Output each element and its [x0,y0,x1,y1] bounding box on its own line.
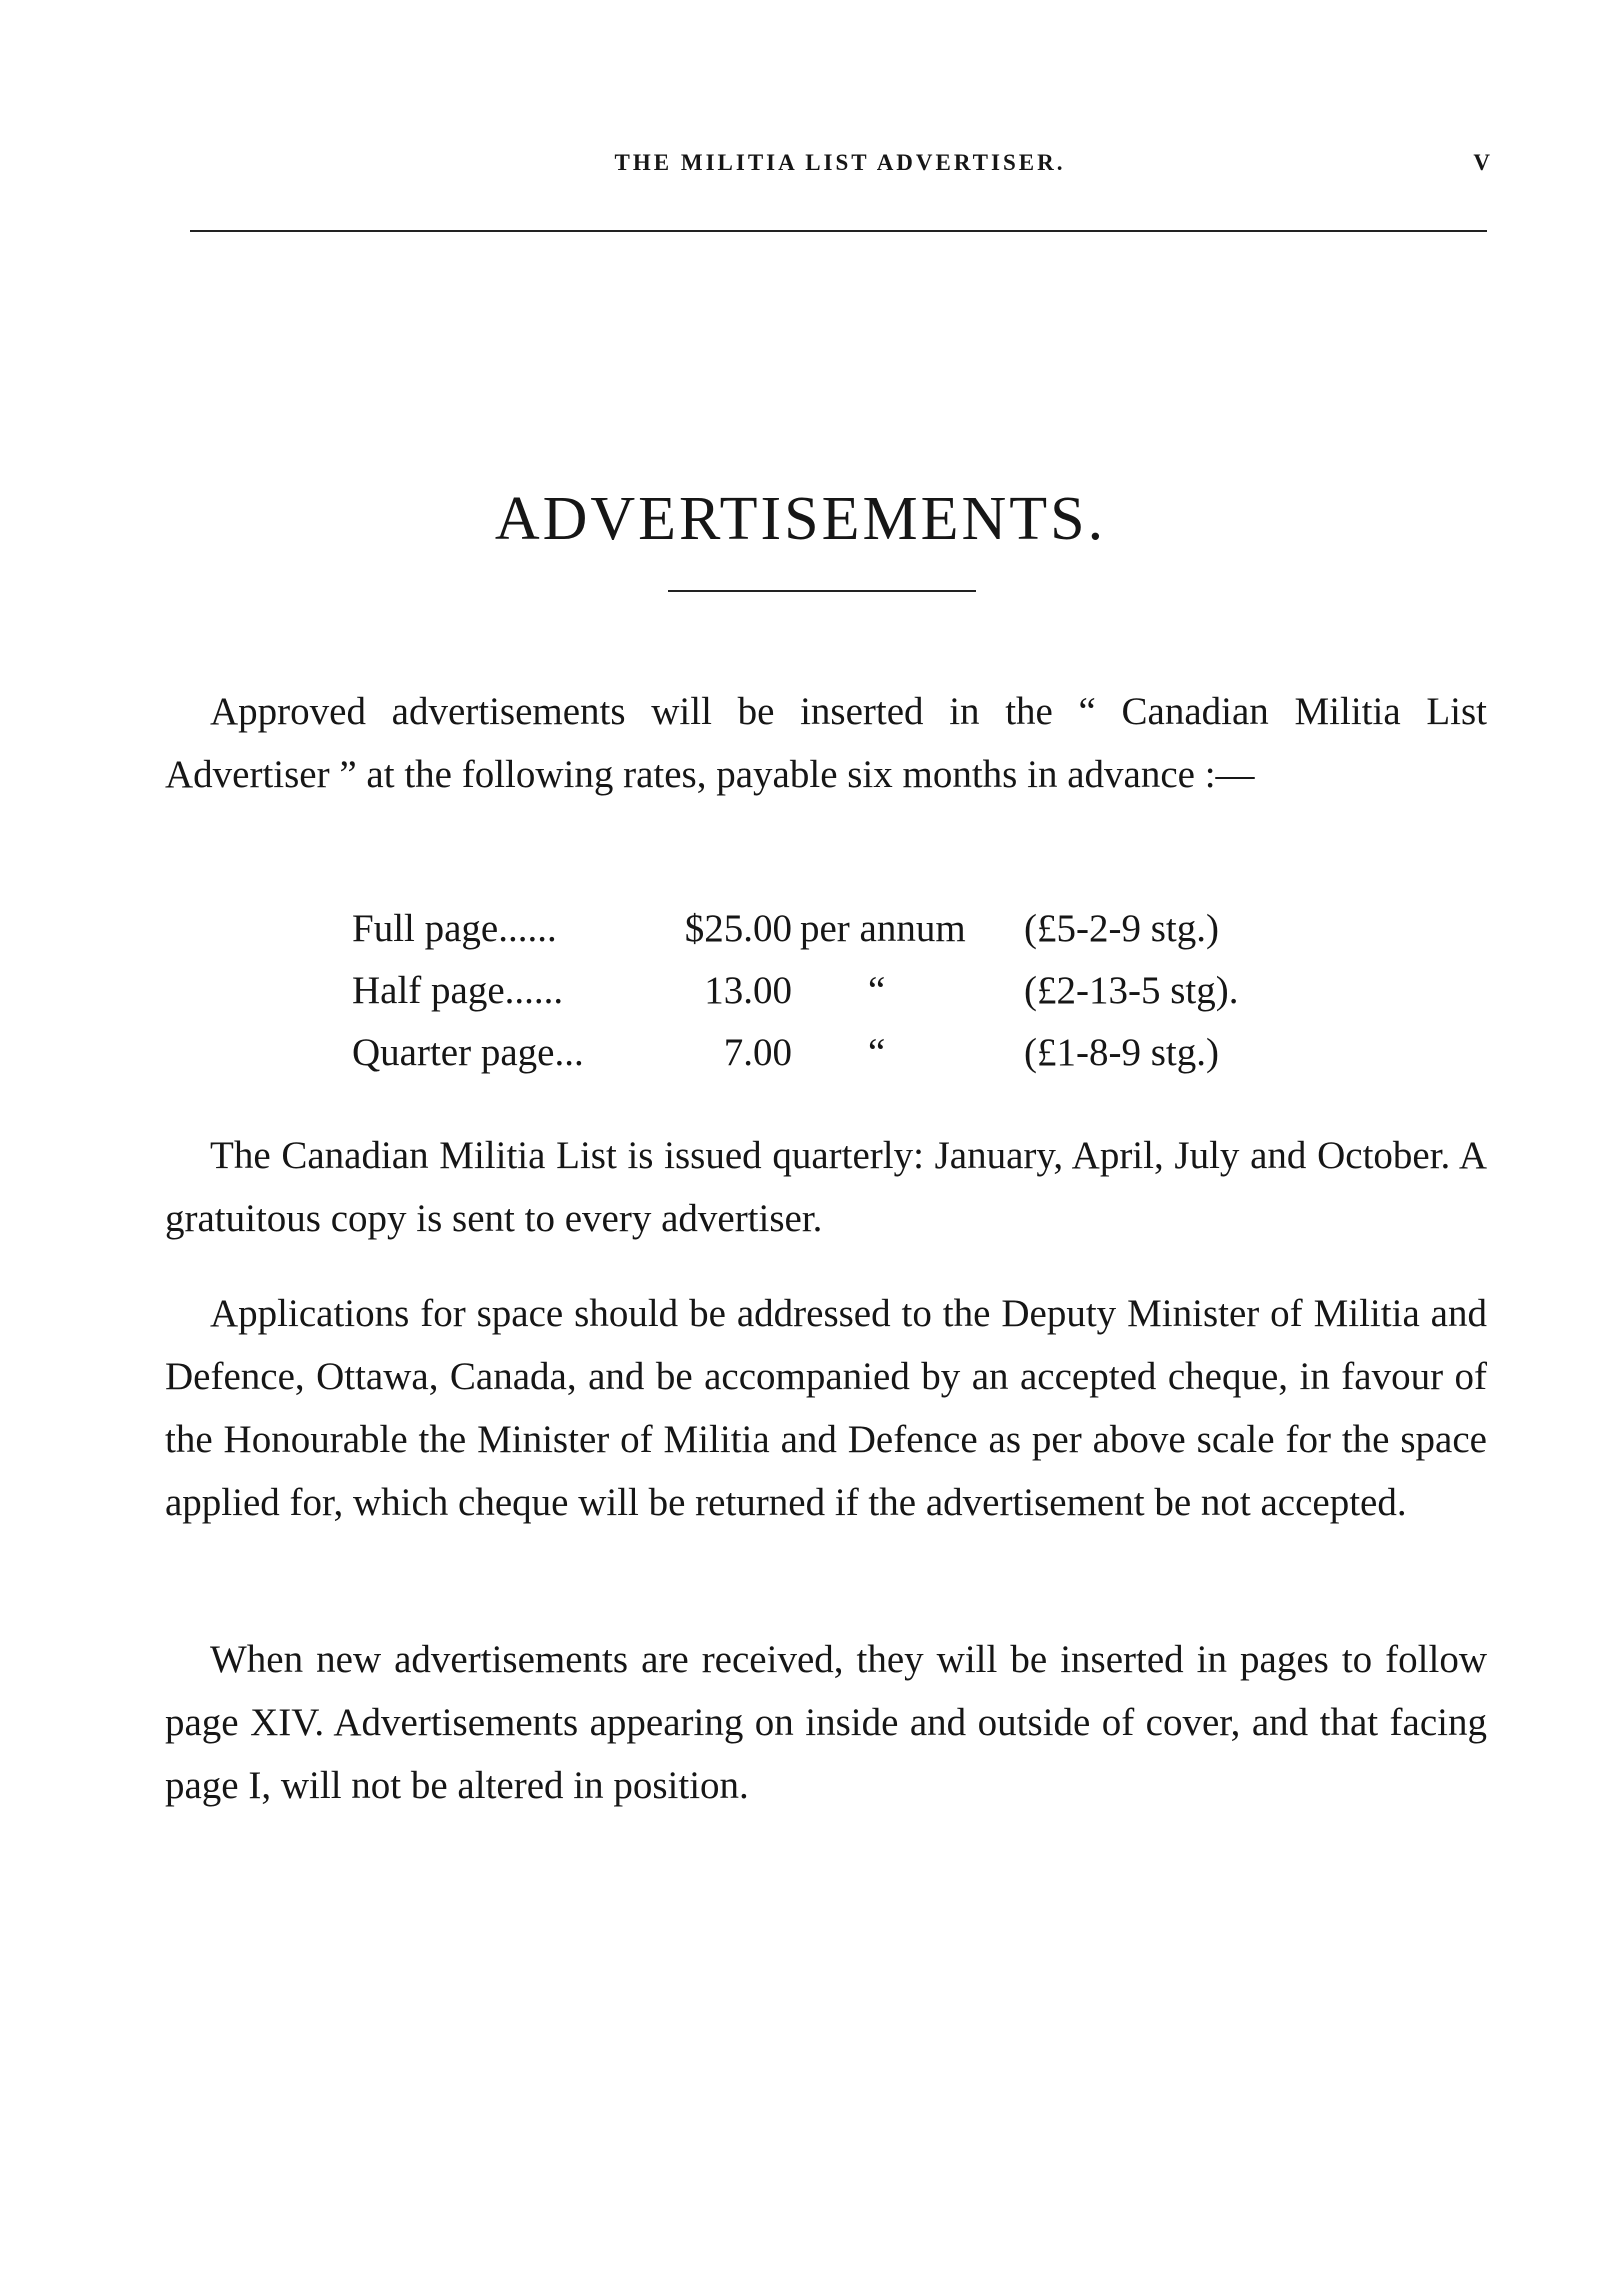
rate-price: 7.00 [723,1031,792,1074]
rate-price: 13.00 [704,969,792,1012]
title-rule [668,590,976,592]
new-ads-paragraph: When new advertisements are received, they will be inserted in pages to follow page XIV. Advertisements appearing on inside and outside of cover, and that facing page I, will not be altered in position. [165,1638,1487,1807]
intro-paragraph: Approved advertisements will be inserted in the “ Canadian Militia List Advertiser ” at the following rates, payable six months in advance :— [165,690,1487,796]
issued-paragraph: The Canadian Militia List is issued quarterly: January, April, July and October. A gratuitous copy is sent to every advertiser. [165,1134,1487,1240]
rate-sterling: (£1-8-9 stg.) [1024,1031,1219,1074]
rate-item: Quarter page... [352,1031,584,1074]
page-title: ADVERTISEMENTS. [494,484,1107,553]
rate-price: $25.00 [684,907,792,950]
running-title: THE MILITIA LIST ADVERTISER. [614,150,1066,175]
rate-item: Full page...... [352,907,557,950]
rate-item: Half page...... [352,969,564,1012]
ditto-mark: “ [868,1031,886,1074]
page-number: V [1473,150,1490,175]
running-header [190,150,1490,190]
rate-sterling: (£5-2-9 stg.) [1024,907,1219,950]
ditto-mark: “ [868,969,886,1012]
rate-period: per annum [800,907,966,950]
rate-sterling: (£2-13-5 stg). [1024,969,1239,1012]
header-rule [190,230,1487,232]
applications-paragraph: Applications for space should be addressed to the Deputy Minister of Militia and Defence, Ottawa, Canada, and be accompanied by an accepted cheque, in favour of the Honourable the Minister of Militia and Defence as per above scale for the space applied for, which cheque will be returned if the advertisement be not accepted. [165,1292,1487,1524]
